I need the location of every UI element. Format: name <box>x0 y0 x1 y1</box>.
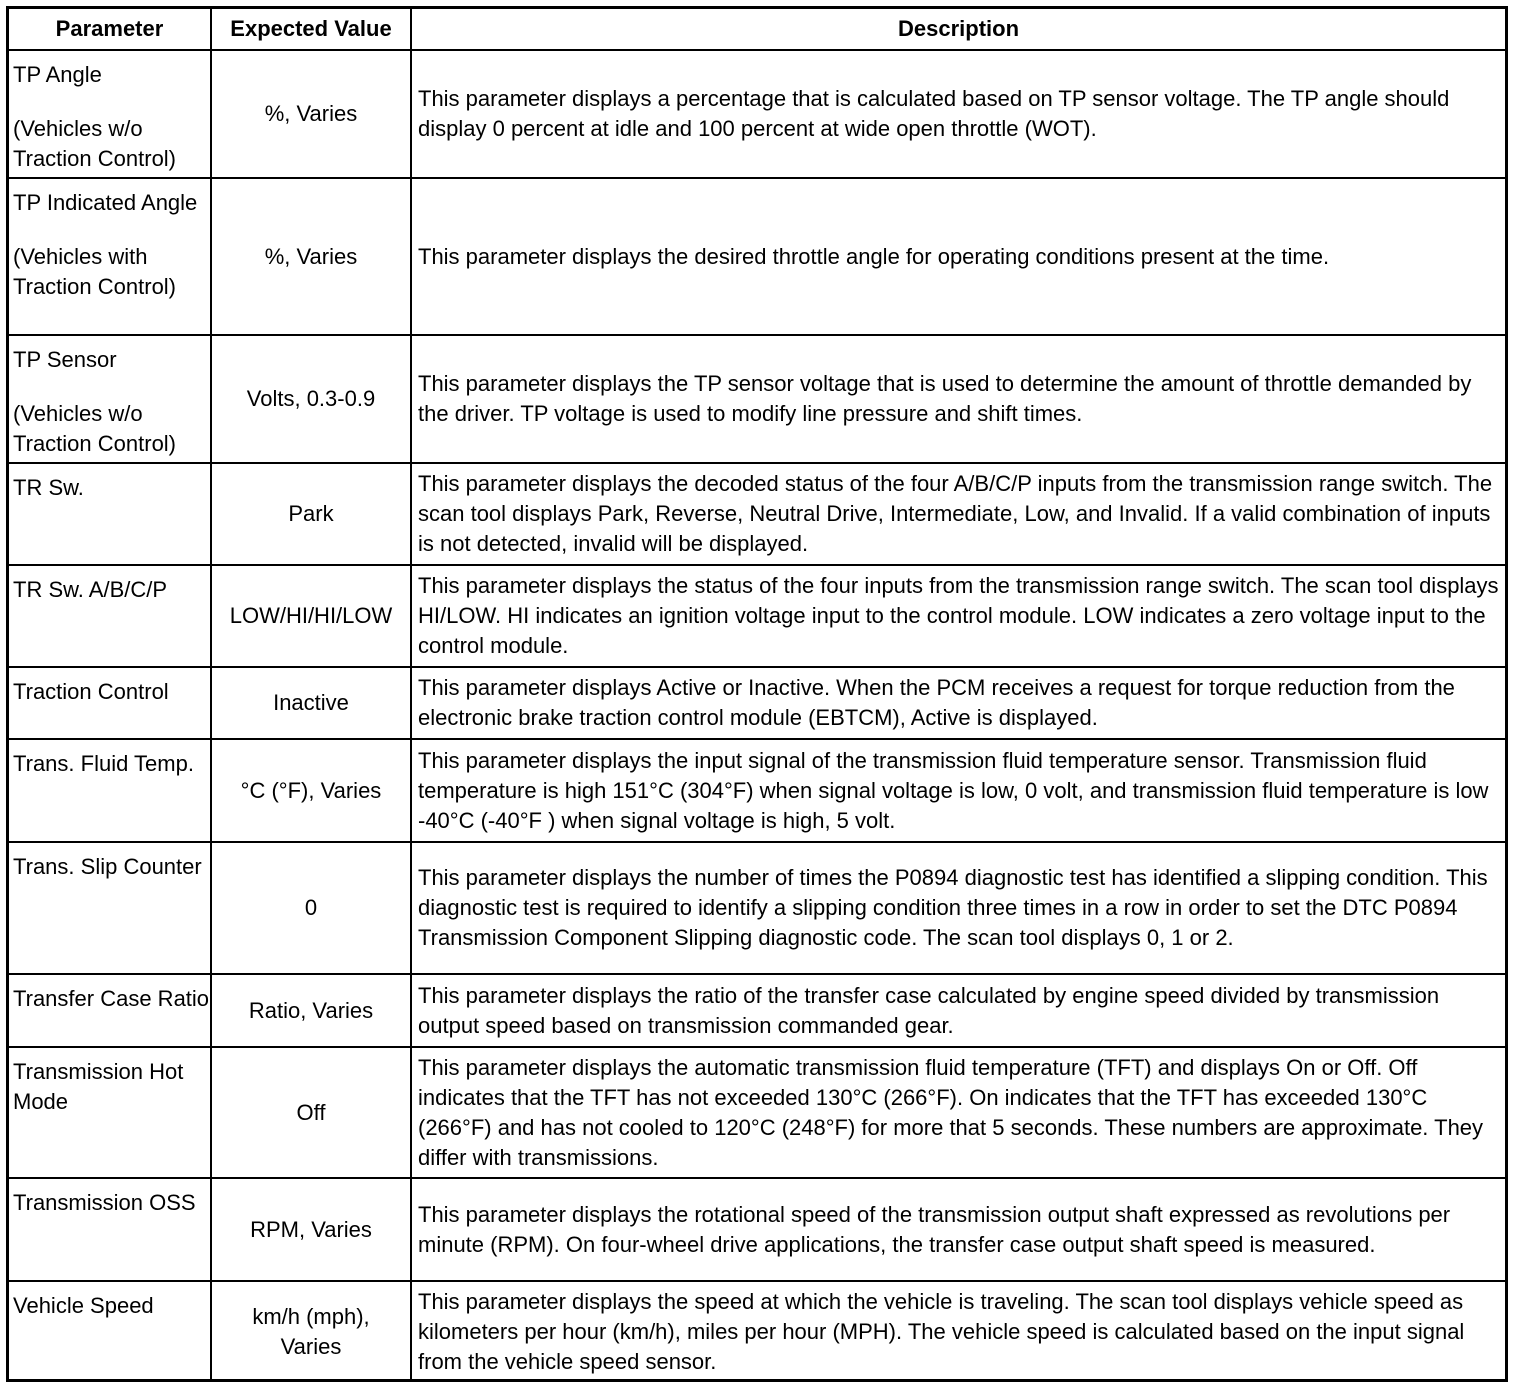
description-cell <box>412 975 1505 1046</box>
expected-value-text: Volts, 0.3-0.9 <box>246 386 376 411</box>
expected-value-text: °C (°F), Varies <box>240 777 382 803</box>
description-cell <box>412 1282 1505 1382</box>
parameter-text: Transfer Case Ratio <box>13 986 210 1011</box>
description-cell <box>412 740 1505 841</box>
description-text: This parameter displays the decoded status of the four A/B/C/P inputs from the transmission range switch. The scan tool displays Park, Reverse, Neutral Drive, Intermediate, Low, and Invalid. If a valid combination of inputs is not detected, invalid will be displayed. <box>418 471 1493 556</box>
expected-value-text: Ratio, Varies <box>248 997 374 1023</box>
expected-value-text: Park <box>288 501 334 526</box>
expected-value-cell <box>212 336 412 462</box>
parameter-text: Vehicle Speed <box>13 1293 154 1318</box>
description-cell <box>412 336 1505 462</box>
expected-value-cell <box>212 1179 412 1280</box>
description-cell <box>412 843 1505 973</box>
description-text: This parameter displays the speed at which the vehicle is traveling. The scan tool displays vehicle speed as kilometers per hour (km/h), miles per hour (MPH). The vehicle speed is calculated based on the input signal from the vehicle speed sensor. <box>418 1289 1465 1374</box>
description-text: This parameter displays the TP sensor voltage that is used to determine the amount of throttle demanded by the driver. TP voltage is used to modify line pressure and shift times. <box>418 371 1472 426</box>
table-row <box>9 668 1505 740</box>
parameter-text: TP Indicated Angle <box>13 190 198 215</box>
expected-value-cell <box>212 179 412 334</box>
parameter-cell <box>9 1179 212 1280</box>
description-text: This parameter displays the automatic transmission fluid temperature (TFT) and displays On or Off. Off indicates that the TFT has not exceeded 130°C (266°F). On indicates that the TFT has exceeded 130°C (266°F) and has not cooled to 120°C (248°F) for more that 5 seconds. These numbers are approximate. They differ with transmissions. <box>418 1054 1484 1170</box>
expected-value-cell <box>212 464 412 564</box>
expected-value-cell <box>212 566 412 666</box>
description-cell <box>412 1179 1505 1280</box>
parameter-table <box>6 6 1508 1382</box>
table-row <box>9 179 1505 336</box>
expected-value-cell <box>212 843 412 973</box>
header-parameter: Parameter <box>9 9 212 49</box>
description-cell <box>412 464 1505 564</box>
table-row <box>9 464 1505 566</box>
description-text: This parameter displays the input signal of the transmission fluid temperature sensor. Transmission fluid temperature is high 151°C (304°F) when signal voltage is low, 0 volt, and transmission fluid temperature is low -40°C (-40°F ) when signal voltage is high, 5 volt. <box>418 747 1489 833</box>
description-cell <box>412 179 1505 334</box>
parameter-text: (Vehicles with Traction Control) <box>13 244 177 299</box>
header-description: Description <box>897 16 1020 41</box>
parameter-cell <box>9 566 212 666</box>
parameter-text: TP Angle <box>13 62 102 87</box>
description-text: This parameter displays the desired throttle angle for operating conditions present at the time. <box>418 243 1330 269</box>
parameter-cell <box>9 1048 212 1177</box>
parameter-text: TR Sw. <box>13 475 84 500</box>
parameter-cell <box>9 336 212 462</box>
table-row <box>9 975 1505 1048</box>
parameter-cell <box>9 843 212 973</box>
table-row <box>9 51 1505 179</box>
parameter-text: Transmission OSS <box>13 1190 196 1215</box>
parameter-cell <box>9 668 212 738</box>
parameter-text: (Vehicles w/o Traction Control) <box>13 116 177 171</box>
table-row <box>9 1048 1505 1179</box>
expected-value-text: RPM, Varies <box>250 1216 372 1242</box>
parameter-cell <box>9 740 212 841</box>
expected-value-text: 0 <box>304 895 318 920</box>
parameter-cell <box>9 1282 212 1382</box>
table-row <box>9 1282 1505 1382</box>
expected-value-cell <box>212 668 412 738</box>
expected-value-text: km/h (mph), Varies <box>252 1304 370 1359</box>
expected-value-text: Off <box>296 1099 326 1125</box>
parameter-cell <box>9 51 212 177</box>
table-row <box>9 566 1505 668</box>
parameter-cell <box>9 975 212 1046</box>
expected-value-text: LOW/HI/HI/LOW <box>229 603 393 628</box>
description-text: This parameter displays the number of times the P0894 diagnostic test has identified a slipping condition. This diagnostic test is required to identify a slipping condition three times in a row in order to set the DTC P0894 Transmission Component Slipping diagnostic code. The scan tool displays 0, 1 or 2. <box>418 865 1488 950</box>
parameter-text: TR Sw. A/B/C/P <box>13 577 168 602</box>
table-row <box>9 1179 1505 1282</box>
parameter-text: Trans. Slip Counter <box>13 854 202 879</box>
description-text: This parameter displays the rotational speed of the transmission output shaft expressed as revolutions per minute (RPM). On four-wheel drive applications, the transfer case output shaft speed is measured. <box>418 1201 1451 1257</box>
description-text: This parameter displays the status of the four inputs from the transmission range switch. The scan tool displays HI/LOW. HI indicates an ignition voltage input to the control module. LOW indicates a zero voltage input to the control module. <box>418 573 1499 658</box>
parameter-text: Trans. Fluid Temp. <box>13 751 194 776</box>
parameter-cell <box>9 464 212 564</box>
description-text: This parameter displays a percentage that is calculated based on TP sensor voltage. The TP angle should display 0 percent at idle and 100 percent at wide open throttle (WOT). <box>418 86 1450 141</box>
expected-value-cell <box>212 740 412 841</box>
table-header <box>9 9 1505 51</box>
parameter-text: Transmission Hot Mode <box>13 1059 184 1114</box>
expected-value-text: %, Varies <box>264 243 358 269</box>
parameter-cell <box>9 179 212 334</box>
expected-value-text: Inactive <box>273 690 349 715</box>
description-cell <box>412 668 1505 738</box>
description-text: This parameter displays Active or Inactive. When the PCM receives a request for torque reduction from the electronic brake traction control module (EBTCM), Active is displayed. <box>418 675 1455 730</box>
description-cell <box>412 566 1505 666</box>
description-cell <box>412 51 1505 177</box>
parameter-text: Traction Control <box>13 679 169 704</box>
expected-value-cell <box>212 975 412 1046</box>
expected-value-cell <box>212 1048 412 1177</box>
header-expected-value: Expected Value <box>212 9 412 49</box>
parameter-text: (Vehicles w/o Traction Control) <box>13 401 177 456</box>
description-cell <box>412 1048 1505 1177</box>
table-row <box>9 843 1505 975</box>
table-row <box>9 740 1505 843</box>
description-text: This parameter displays the ratio of the transfer case calculated by engine speed divided by transmission output speed based on transmission commanded gear. <box>418 982 1440 1038</box>
parameter-text: TP Sensor <box>13 347 117 372</box>
expected-value-cell <box>212 1282 412 1382</box>
expected-value-text: %, Varies <box>264 101 358 126</box>
table-row <box>9 336 1505 464</box>
expected-value-cell <box>212 51 412 177</box>
